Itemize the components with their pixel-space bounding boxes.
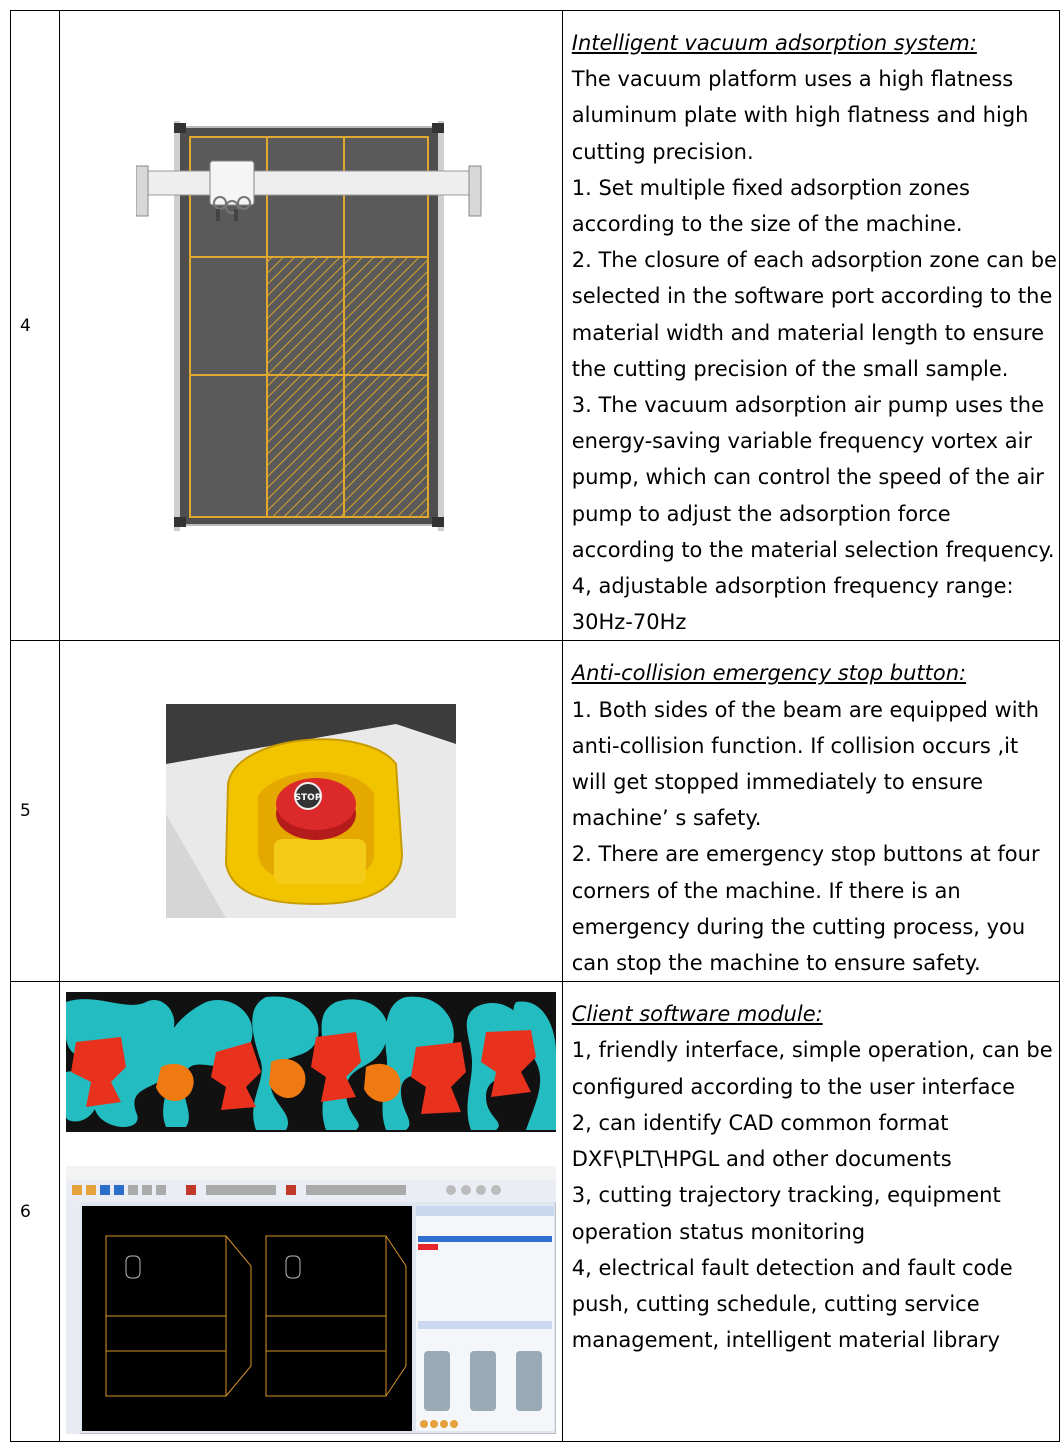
row-title: Intelligent vacuum adsorption system: (571, 31, 977, 55)
text-line: 30Hz-70Hz (571, 610, 687, 635)
text-line: energy-saving variable frequency vortex air (571, 429, 1033, 454)
row-number: 6 (20, 1201, 31, 1222)
text-line: cutting precision. (571, 139, 754, 164)
image-cell (59, 641, 562, 982)
text-line: 4, adjustable adsorption frequency range: (571, 574, 1014, 599)
description-cell (562, 982, 1059, 1442)
text-line: management, intelligent material library (571, 1328, 1000, 1353)
row-number-cell (11, 11, 60, 641)
text-line: selected in the software port according to the (571, 284, 1053, 309)
text-line: 1. Set multiple fixed adsorption zones (571, 175, 970, 200)
text-line: 2. The closure of each adsorption zone can be (571, 248, 1057, 273)
text-line: configured according to the user interface (571, 1074, 1016, 1099)
text-line: emergency during the cutting process, you (571, 914, 1026, 939)
cutting-software-screenshot (66, 1166, 556, 1434)
description-cell (562, 641, 1059, 982)
text-line: DXF\PLT\HPGL and other documents (571, 1147, 952, 1172)
text-line: the cutting precision of the small sample. (571, 356, 1009, 381)
table-row (11, 11, 1060, 641)
text-line: pump, which can control the speed of the air (571, 465, 1044, 490)
text-line: material width and material length to ensure (571, 320, 1045, 345)
text-line: 4, electrical fault detection and fault code (571, 1255, 1013, 1280)
row-number: 5 (20, 801, 31, 822)
text-line: 2, can identify CAD common format (571, 1110, 949, 1135)
text-line: according to the size of the machine. (571, 212, 963, 237)
text-line: pump to adjust the adsorption force (571, 501, 951, 526)
stop-label: STOP (294, 793, 322, 804)
table-row (11, 982, 1060, 1442)
image-cell (59, 982, 562, 1442)
text-line: 1, friendly interface, simple operation, can be (571, 1038, 1053, 1063)
spec-table (10, 10, 1060, 1442)
text-line: 1. Both sides of the beam are equipped with (571, 697, 1040, 722)
table-row (11, 641, 1060, 982)
row-number-cell (11, 641, 60, 982)
nesting-pattern-image (66, 992, 556, 1132)
image-cell (59, 11, 562, 641)
vacuum-table-image (136, 121, 486, 531)
text-line: can stop the machine to ensure safety. (571, 951, 981, 976)
row-title: Client software module: (571, 1002, 823, 1027)
text-line: anti-collision function. If collision occurs ,it (571, 733, 1019, 758)
text-line: 2. There are emergency stop buttons at four (571, 842, 1040, 867)
row-number: 4 (20, 315, 31, 336)
text-line: operation status monitoring (571, 1219, 866, 1244)
text-line: The vacuum platform uses a high flatness (571, 67, 1014, 92)
text-line: 3. The vacuum adsorption air pump uses the (571, 393, 1045, 418)
description-cell (562, 11, 1059, 641)
text-line: aluminum plate with high flatness and high (571, 103, 1029, 128)
row-number-cell (11, 982, 60, 1442)
row-title: Anti-collision emergency stop button: (571, 661, 967, 686)
text-line: will get stopped immediately to ensure (571, 770, 984, 795)
text-line: corners of the machine. If there is an (571, 878, 961, 903)
text-line: 3, cutting trajectory tracking, equipment (571, 1183, 1001, 1208)
text-line: machine’ s safety. (571, 806, 762, 831)
text-line: push, cutting schedule, cutting service (571, 1291, 980, 1316)
text-line: according to the material selection frequency. (571, 537, 1055, 562)
emergency-stop-image (166, 704, 456, 918)
